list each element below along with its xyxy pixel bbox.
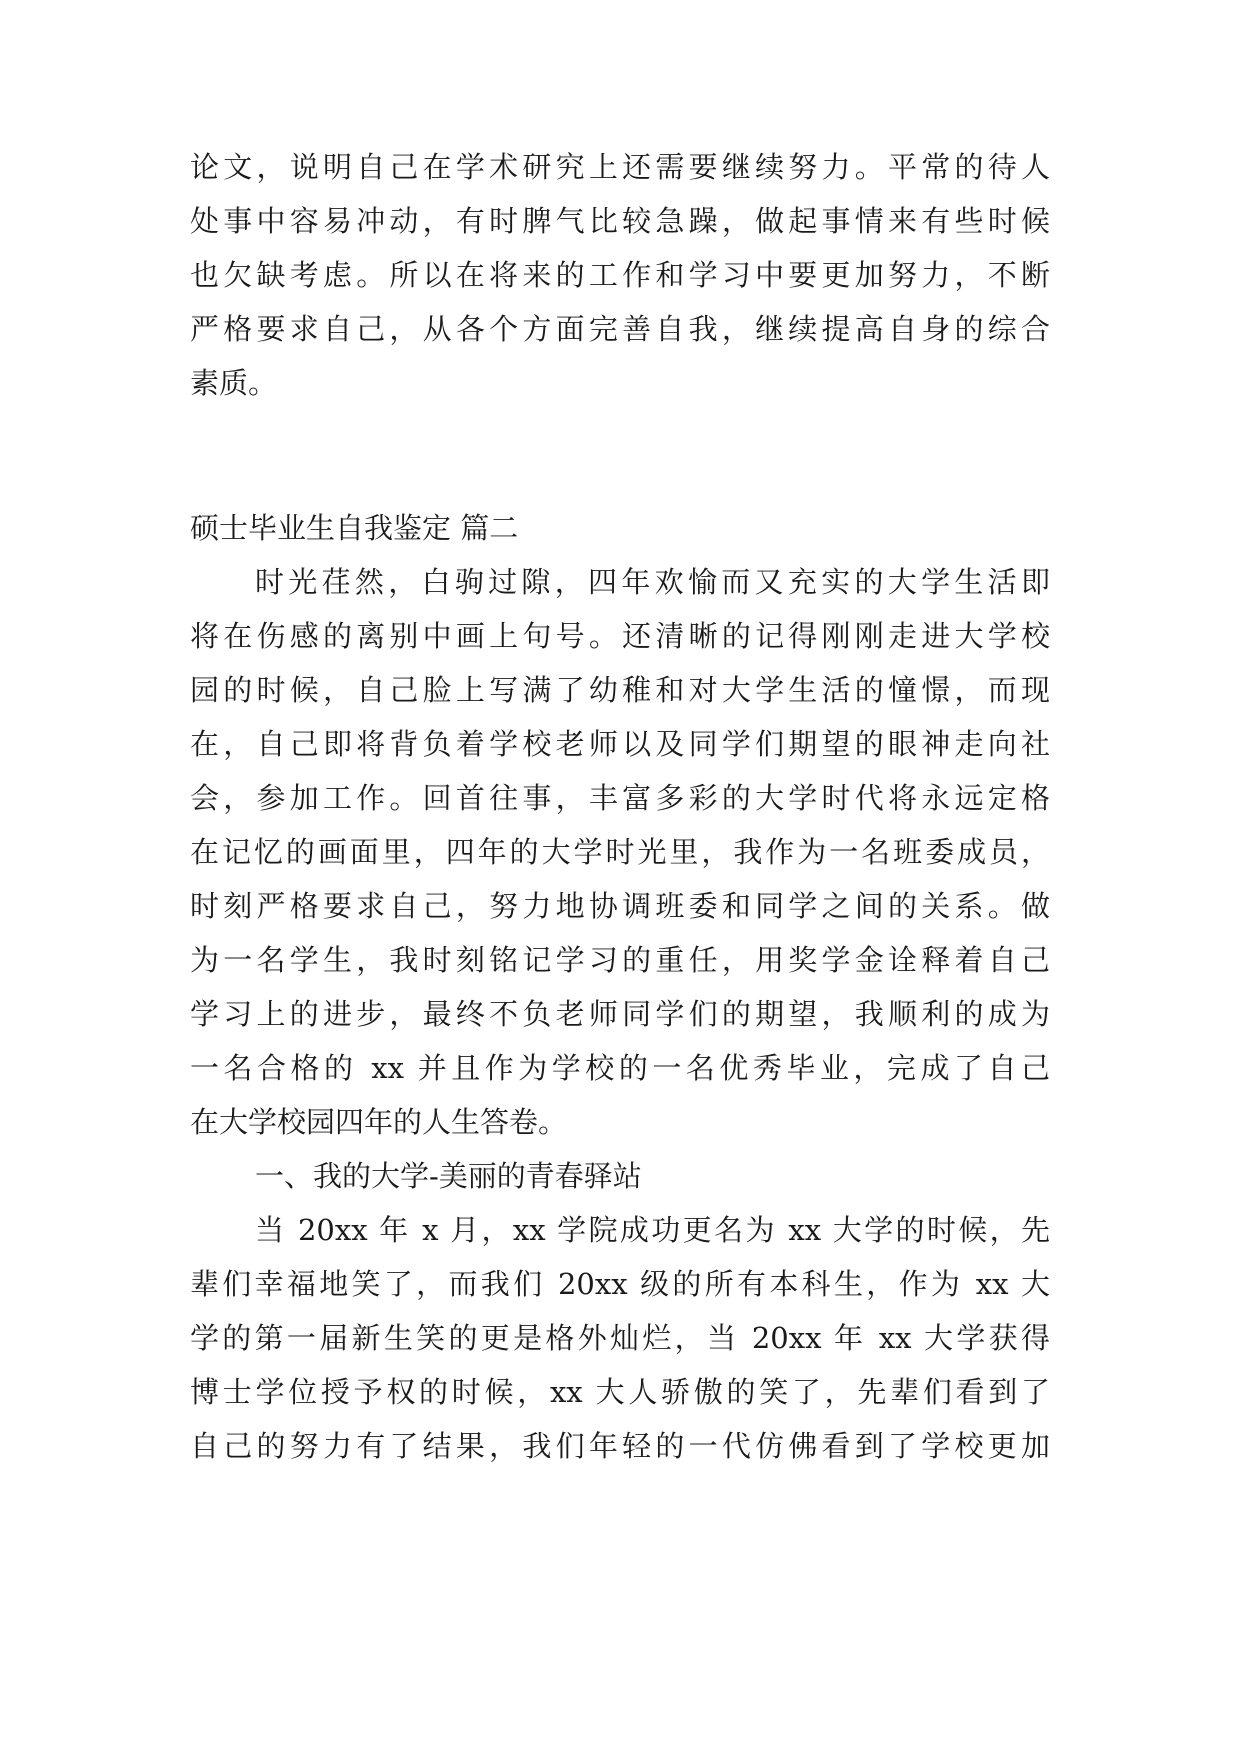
paragraph-line: 会，参加工作。回首往事，丰富多彩的大学时代将永远定格 xyxy=(190,781,1050,815)
paragraph-line: 严格要求自己，从各个方面完善自我，继续提高自身的综合 xyxy=(190,312,1050,346)
paragraph-line: 将在伤感的离别中画上句号。还清晰的记得刚刚走进大学校 xyxy=(190,619,1050,653)
paragraph-line: 论文，说明自己在学术研究上还需要继续努力。平常的待人 xyxy=(190,150,1050,184)
paragraph-line: 当 20xx 年 x 月，xx 学院成功更名为 xx 大学的时候，先 xyxy=(255,1213,1050,1247)
paragraph-line: 在大学校园四年的人生答卷。 xyxy=(190,1105,568,1139)
paragraph-line: 在记忆的画面里，四年的大学时光里，我作为一名班委成员， xyxy=(190,835,1050,869)
paragraph-line: 时光荏然，白驹过隙，四年欢愉而又充实的大学生活即 xyxy=(255,565,1050,599)
paragraph-line: 时刻严格要求自己，努力地协调班委和同学之间的关系。做 xyxy=(190,889,1050,923)
paragraph-line: 学习上的进步，最终不负老师同学们的期望，我顺利的成为 xyxy=(190,997,1050,1031)
paragraph-line: 自己的努力有了结果，我们年轻的一代仿佛看到了学校更加 xyxy=(190,1429,1050,1463)
paragraph-line: 为一名学生，我时刻铭记学习的重任，用奖学金诠释着自己 xyxy=(190,943,1050,977)
paragraph-line: 在，自己即将背负着学校老师以及同学们期望的眼神走向社 xyxy=(190,727,1050,761)
paragraph-line: 素质。 xyxy=(190,366,278,400)
paragraph-line: 学的第一届新生笑的更是格外灿烂，当 20xx 年 xx 大学获得 xyxy=(190,1321,1050,1355)
paragraph-line: 一名合格的 xx 并且作为学校的一名优秀毕业，完成了自己 xyxy=(190,1051,1050,1085)
paragraph-line: 辈们幸福地笑了，而我们 20xx 级的所有本科生，作为 xx 大 xyxy=(190,1267,1050,1301)
section-heading: 硕士毕业生自我鉴定 篇二 xyxy=(190,511,519,545)
paragraph-line: 处事中容易冲动，有时脾气比较急躁，做起事情来有些时候 xyxy=(190,204,1050,238)
paragraph-line: 也欠缺考虑。所以在将来的工作和学习中要更加努力，不断 xyxy=(190,258,1050,292)
paragraph-line: 博士学位授予权的时候，xx 大人骄傲的笑了，先辈们看到了 xyxy=(190,1375,1050,1409)
paragraph-line: 园的时候，自己脸上写满了幼稚和对大学生活的憧憬，而现 xyxy=(190,673,1050,707)
subsection-heading: 一、我的大学-美丽的青春驿站 xyxy=(255,1159,642,1193)
